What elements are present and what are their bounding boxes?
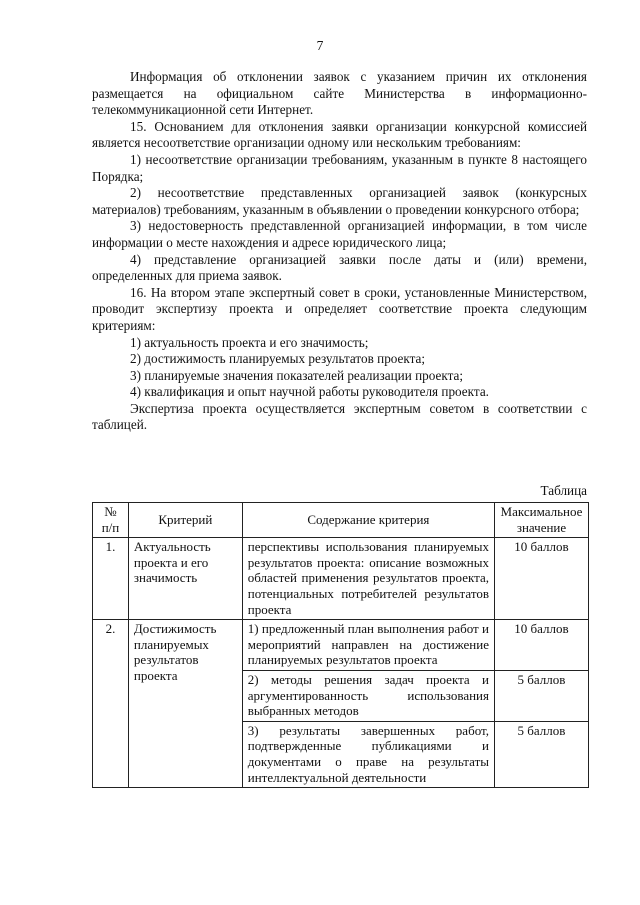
paragraph: 2) несоответствие представленных организацией заявок (конкурсных материалов) требованиям, указанным в объявлении о проведении конкурсного отбора;	[92, 185, 587, 217]
paragraph: 2) достижимость планируемых результатов проекта;	[130, 351, 426, 367]
paragraph: 3) недостоверность представленной организацией информации, в том числе информации о месте нахождения и адресе юридического лица;	[92, 218, 587, 250]
table-row	[93, 620, 589, 671]
paragraph: 1) актуальность проекта и его значимость;	[130, 334, 369, 350]
content-cell: перспективы использования планируемых результатов проекта: описание возможных областей применения результатов проекта, потенциальных потребителей результатов проекта	[242, 538, 494, 620]
body-text	[92, 69, 587, 434]
content-cell: 1) предложенный план выполнения работ и мероприятий направлен на достижение планируемых результатов проекта	[242, 620, 494, 671]
header-max-value: Максимальное значение	[494, 503, 588, 538]
paragraph: 16. На втором этапе экспертный совет в сроки, установленные Министерством, проводит экспертизу проекта и определяет соответствие проекта следующим критериям:	[92, 284, 587, 333]
content-cell: 2) методы решения задач проекта и аргументированность использования выбранных методов	[242, 670, 494, 721]
criterion-cell: Актуальность проекта и его значимость	[128, 538, 242, 620]
page-number: 7	[316, 38, 324, 53]
paragraph: 1) несоответствие организации требованиям, указанным в пункте 8 настоящего Порядка;	[92, 151, 587, 184]
paragraph: 3) планируемые значения показателей реализации проекта;	[130, 367, 464, 383]
paragraph: Экспертиза проекта осуществляется экспертным советом в соответствии с таблицей.	[92, 400, 587, 433]
value-cell: 5 баллов	[494, 670, 588, 721]
row-number: 2.	[93, 620, 129, 788]
paragraph: Информация об отклонении заявок с указанием причин их отклонения размещается на официальном сайте Министерства в информационно-телекоммуникационной сети Интернет.	[92, 69, 587, 118]
header-criterion: Критерий	[128, 503, 242, 538]
paragraph: 15. Основанием для отклонения заявки организации конкурсной комиссией является несоответствие организации одному или нескольким требованиям:	[92, 118, 587, 151]
value-cell: 10 баллов	[494, 620, 588, 671]
paragraph: 4) представление организацией заявки после даты и (или) времени, определенных для приема заявок.	[92, 251, 587, 284]
table-header-row	[93, 503, 589, 538]
header-num: № п/п	[93, 503, 129, 538]
paragraph: 4) квалификация и опыт научной работы руководителя проекта.	[130, 384, 489, 400]
table-caption: Таблица	[540, 483, 587, 498]
criteria-table	[92, 502, 589, 788]
table-row	[93, 538, 589, 620]
header-content: Содержание критерия	[242, 503, 494, 538]
value-cell: 5 баллов	[494, 721, 588, 787]
criterion-cell: Достижимость планируемых результатов проекта	[128, 620, 242, 788]
content-cell: 3) результаты завершенных работ, подтвержденные публикациями и документами о праве на результаты интеллектуальной деятельности	[242, 721, 494, 787]
value-cell: 10 баллов	[494, 538, 588, 620]
row-number: 1.	[93, 538, 129, 620]
